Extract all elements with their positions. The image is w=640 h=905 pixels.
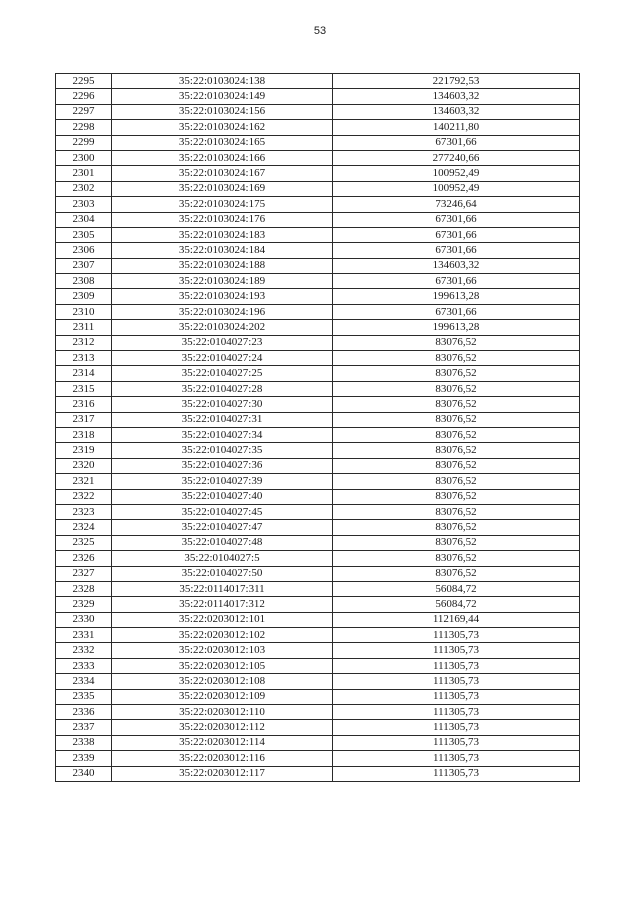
row-number-cell: 2323 xyxy=(56,504,112,519)
cadastral-number-cell: 35:22:0103024:196 xyxy=(112,304,333,319)
row-number-cell: 2311 xyxy=(56,320,112,335)
cadastral-number-cell: 35:22:0104027:39 xyxy=(112,474,333,489)
cadastral-value-cell: 83076,52 xyxy=(333,504,580,519)
cadastral-value-cell: 134603,32 xyxy=(333,258,580,273)
cadastral-value-cell: 83076,52 xyxy=(333,535,580,550)
table-row xyxy=(56,751,580,766)
row-number-cell: 2328 xyxy=(56,581,112,596)
cadastral-value-cell: 111305,73 xyxy=(333,735,580,750)
cadastral-value-cell: 111305,73 xyxy=(333,628,580,643)
cadastral-number-cell: 35:22:0104027:31 xyxy=(112,412,333,427)
row-number-cell: 2299 xyxy=(56,135,112,150)
row-number-cell: 2326 xyxy=(56,551,112,566)
cadastral-number-cell: 35:22:0114017:311 xyxy=(112,581,333,596)
table-row xyxy=(56,289,580,304)
row-number-cell: 2301 xyxy=(56,166,112,181)
cadastral-number-cell: 35:22:0104027:30 xyxy=(112,397,333,412)
table-row xyxy=(56,720,580,735)
cadastral-value-cell: 100952,49 xyxy=(333,181,580,196)
table-row xyxy=(56,628,580,643)
row-number-cell: 2337 xyxy=(56,720,112,735)
cadastral-number-cell: 35:22:0104027:24 xyxy=(112,351,333,366)
cadastral-number-cell: 35:22:0103024:167 xyxy=(112,166,333,181)
cadastral-number-cell: 35:22:0203012:109 xyxy=(112,689,333,704)
cadastral-number-cell: 35:22:0203012:112 xyxy=(112,720,333,735)
row-number-cell: 2329 xyxy=(56,597,112,612)
cadastral-number-cell: 35:22:0104027:28 xyxy=(112,381,333,396)
cadastral-number-cell: 35:22:0103024:162 xyxy=(112,120,333,135)
row-number-cell: 2315 xyxy=(56,381,112,396)
row-number-cell: 2320 xyxy=(56,458,112,473)
table-row xyxy=(56,443,580,458)
cadastral-value-cell: 83076,52 xyxy=(333,489,580,504)
row-number-cell: 2302 xyxy=(56,181,112,196)
cadastral-number-cell: 35:22:0203012:108 xyxy=(112,674,333,689)
row-number-cell: 2306 xyxy=(56,243,112,258)
row-number-cell: 2308 xyxy=(56,274,112,289)
cadastral-number-cell: 35:22:0103024:169 xyxy=(112,181,333,196)
table-row xyxy=(56,366,580,381)
cadastral-value-cell: 83076,52 xyxy=(333,458,580,473)
table-row xyxy=(56,197,580,212)
cadastral-value-cell: 83076,52 xyxy=(333,412,580,427)
cadastral-value-cell: 111305,73 xyxy=(333,705,580,720)
row-number-cell: 2303 xyxy=(56,197,112,212)
cadastral-value-cell: 83076,52 xyxy=(333,520,580,535)
cadastral-number-cell: 35:22:0203012:110 xyxy=(112,705,333,720)
row-number-cell: 2338 xyxy=(56,735,112,750)
row-number-cell: 2309 xyxy=(56,289,112,304)
table-row xyxy=(56,566,580,581)
cadastral-value-cell: 56084,72 xyxy=(333,581,580,596)
table-row xyxy=(56,212,580,227)
cadastral-number-cell: 35:22:0103024:184 xyxy=(112,243,333,258)
table-row xyxy=(56,227,580,242)
cadastral-number-cell: 35:22:0104027:5 xyxy=(112,551,333,566)
table-row xyxy=(56,274,580,289)
cadastral-number-cell: 35:22:0203012:114 xyxy=(112,735,333,750)
cadastral-value-cell: 111305,73 xyxy=(333,658,580,673)
table-row xyxy=(56,135,580,150)
cadastral-value-cell: 67301,66 xyxy=(333,135,580,150)
cadastral-value-cell: 67301,66 xyxy=(333,274,580,289)
cadastral-value-cell: 111305,73 xyxy=(333,674,580,689)
cadastral-value-cell: 199613,28 xyxy=(333,289,580,304)
row-number-cell: 2310 xyxy=(56,304,112,319)
cadastral-number-cell: 35:22:0103024:189 xyxy=(112,274,333,289)
cadastral-value-cell: 83076,52 xyxy=(333,427,580,442)
row-number-cell: 2316 xyxy=(56,397,112,412)
row-number-cell: 2335 xyxy=(56,689,112,704)
table-row xyxy=(56,766,580,781)
cadastral-number-cell: 35:22:0203012:116 xyxy=(112,751,333,766)
table-row xyxy=(56,705,580,720)
table-row xyxy=(56,166,580,181)
cadastral-number-cell: 35:22:0104027:45 xyxy=(112,504,333,519)
cadastral-number-cell: 35:22:0104027:23 xyxy=(112,335,333,350)
cadastral-value-cell: 83076,52 xyxy=(333,566,580,581)
cadastral-value-cell: 221792,53 xyxy=(333,74,580,89)
cadastral-value-cell: 67301,66 xyxy=(333,243,580,258)
table-row xyxy=(56,74,580,89)
cadastral-value-cell: 83076,52 xyxy=(333,381,580,396)
table-row xyxy=(56,535,580,550)
table-row xyxy=(56,689,580,704)
cadastral-number-cell: 35:22:0103024:166 xyxy=(112,150,333,165)
cadastral-number-cell: 35:22:0104027:50 xyxy=(112,566,333,581)
row-number-cell: 2312 xyxy=(56,335,112,350)
cadastral-value-cell: 83076,52 xyxy=(333,474,580,489)
cadastral-value-cell: 199613,28 xyxy=(333,320,580,335)
table-row xyxy=(56,397,580,412)
table-row xyxy=(56,427,580,442)
row-number-cell: 2330 xyxy=(56,612,112,627)
row-number-cell: 2333 xyxy=(56,658,112,673)
table-row xyxy=(56,735,580,750)
row-number-cell: 2325 xyxy=(56,535,112,550)
cadastral-value-cell: 83076,52 xyxy=(333,397,580,412)
row-number-cell: 2307 xyxy=(56,258,112,273)
cadastral-value-cell: 100952,49 xyxy=(333,166,580,181)
cadastral-number-cell: 35:22:0103024:165 xyxy=(112,135,333,150)
row-number-cell: 2318 xyxy=(56,427,112,442)
cadastral-number-cell: 35:22:0114017:312 xyxy=(112,597,333,612)
cadastral-number-cell: 35:22:0103024:176 xyxy=(112,212,333,227)
cadastral-number-cell: 35:22:0103024:156 xyxy=(112,104,333,119)
table-row xyxy=(56,643,580,658)
table-row xyxy=(56,89,580,104)
cadastral-value-cell: 111305,73 xyxy=(333,720,580,735)
cadastral-number-cell: 35:22:0104027:48 xyxy=(112,535,333,550)
table-row xyxy=(56,581,580,596)
table-row xyxy=(56,335,580,350)
cadastral-value-cell: 67301,66 xyxy=(333,212,580,227)
row-number-cell: 2324 xyxy=(56,520,112,535)
row-number-cell: 2314 xyxy=(56,366,112,381)
row-number-cell: 2327 xyxy=(56,566,112,581)
row-number-cell: 2295 xyxy=(56,74,112,89)
cadastral-value-cell: 134603,32 xyxy=(333,89,580,104)
cadastral-number-cell: 35:22:0103024:193 xyxy=(112,289,333,304)
table-row xyxy=(56,120,580,135)
cadastral-value-cell: 140211,80 xyxy=(333,120,580,135)
cadastral-value-cell: 111305,73 xyxy=(333,751,580,766)
row-number-cell: 2304 xyxy=(56,212,112,227)
table-row xyxy=(56,504,580,519)
cadastral-number-cell: 35:22:0103024:188 xyxy=(112,258,333,273)
cadastral-number-cell: 35:22:0104027:35 xyxy=(112,443,333,458)
cadastral-value-table xyxy=(55,73,580,782)
table-body xyxy=(56,74,580,782)
table-row xyxy=(56,243,580,258)
row-number-cell: 2340 xyxy=(56,766,112,781)
row-number-cell: 2339 xyxy=(56,751,112,766)
cadastral-number-cell: 35:22:0104027:47 xyxy=(112,520,333,535)
row-number-cell: 2336 xyxy=(56,705,112,720)
cadastral-number-cell: 35:22:0103024:175 xyxy=(112,197,333,212)
table-row xyxy=(56,304,580,319)
cadastral-number-cell: 35:22:0103024:183 xyxy=(112,227,333,242)
cadastral-value-cell: 111305,73 xyxy=(333,766,580,781)
table-row xyxy=(56,658,580,673)
row-number-cell: 2298 xyxy=(56,120,112,135)
cadastral-value-cell: 73246,64 xyxy=(333,197,580,212)
cadastral-value-cell: 67301,66 xyxy=(333,227,580,242)
row-number-cell: 2321 xyxy=(56,474,112,489)
table-row xyxy=(56,351,580,366)
table-row xyxy=(56,320,580,335)
cadastral-number-cell: 35:22:0203012:105 xyxy=(112,658,333,673)
table-row xyxy=(56,674,580,689)
row-number-cell: 2332 xyxy=(56,643,112,658)
table-row xyxy=(56,520,580,535)
cadastral-number-cell: 35:22:0203012:117 xyxy=(112,766,333,781)
row-number-cell: 2331 xyxy=(56,628,112,643)
cadastral-value-cell: 83076,52 xyxy=(333,351,580,366)
row-number-cell: 2300 xyxy=(56,150,112,165)
cadastral-value-cell: 56084,72 xyxy=(333,597,580,612)
row-number-cell: 2305 xyxy=(56,227,112,242)
cadastral-value-cell: 83076,52 xyxy=(333,335,580,350)
cadastral-number-cell: 35:22:0203012:101 xyxy=(112,612,333,627)
row-number-cell: 2297 xyxy=(56,104,112,119)
cadastral-value-cell: 83076,52 xyxy=(333,551,580,566)
cadastral-value-cell: 112169,44 xyxy=(333,612,580,627)
table-row xyxy=(56,551,580,566)
table-row xyxy=(56,104,580,119)
table-row xyxy=(56,597,580,612)
cadastral-number-cell: 35:22:0104027:25 xyxy=(112,366,333,381)
row-number-cell: 2334 xyxy=(56,674,112,689)
table-row xyxy=(56,458,580,473)
cadastral-value-cell: 83076,52 xyxy=(333,443,580,458)
row-number-cell: 2313 xyxy=(56,351,112,366)
table-row xyxy=(56,489,580,504)
row-number-cell: 2322 xyxy=(56,489,112,504)
cadastral-number-cell: 35:22:0104027:40 xyxy=(112,489,333,504)
table-row xyxy=(56,412,580,427)
cadastral-number-cell: 35:22:0103024:202 xyxy=(112,320,333,335)
cadastral-value-cell: 134603,32 xyxy=(333,104,580,119)
cadastral-number-cell: 35:22:0203012:103 xyxy=(112,643,333,658)
cadastral-number-cell: 35:22:0103024:149 xyxy=(112,89,333,104)
table-row xyxy=(56,381,580,396)
cadastral-value-cell: 277240,66 xyxy=(333,150,580,165)
cadastral-number-cell: 35:22:0104027:34 xyxy=(112,427,333,442)
cadastral-value-cell: 111305,73 xyxy=(333,689,580,704)
table-row xyxy=(56,181,580,196)
cadastral-value-cell: 111305,73 xyxy=(333,643,580,658)
table-row xyxy=(56,150,580,165)
cadastral-number-cell: 35:22:0103024:138 xyxy=(112,74,333,89)
table-row xyxy=(56,612,580,627)
table-row xyxy=(56,474,580,489)
cadastral-number-cell: 35:22:0104027:36 xyxy=(112,458,333,473)
cadastral-value-cell: 83076,52 xyxy=(333,366,580,381)
cadastral-value-cell: 67301,66 xyxy=(333,304,580,319)
row-number-cell: 2296 xyxy=(56,89,112,104)
cadastral-number-cell: 35:22:0203012:102 xyxy=(112,628,333,643)
table-row xyxy=(56,258,580,273)
row-number-cell: 2317 xyxy=(56,412,112,427)
row-number-cell: 2319 xyxy=(56,443,112,458)
page-number: 53 xyxy=(313,25,327,37)
